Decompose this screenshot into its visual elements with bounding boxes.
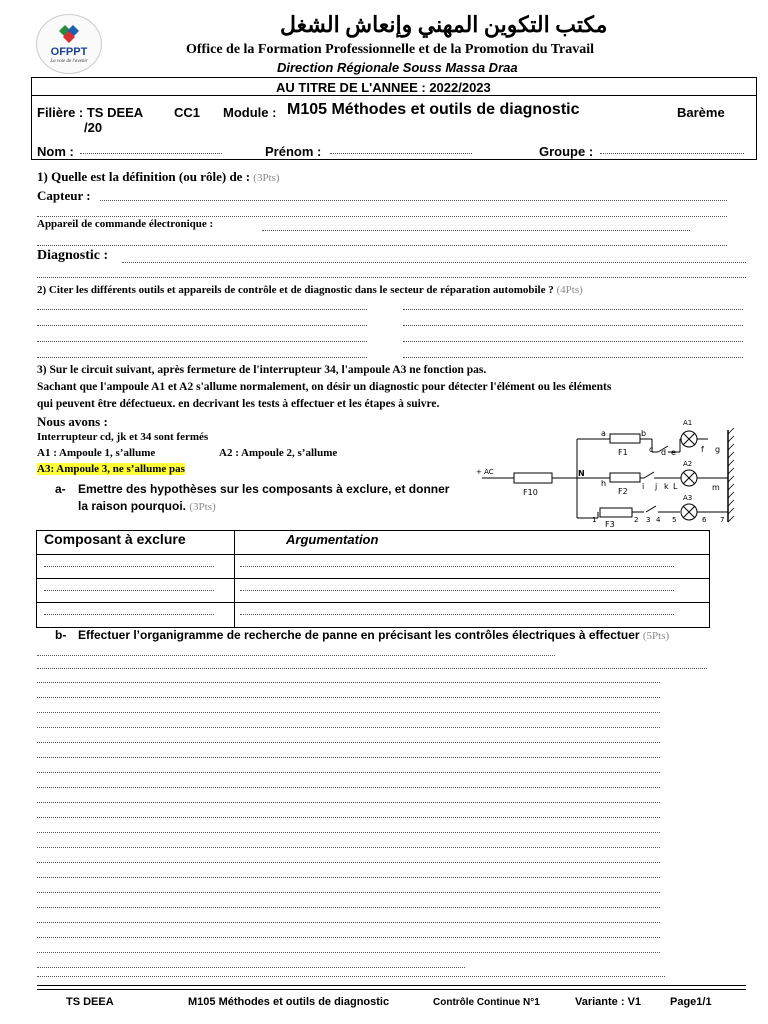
q3a-text-2 xyxy=(78,499,216,513)
a2-status: A2 : Ampoule 2, s’allume xyxy=(219,447,338,459)
answer-line[interactable] xyxy=(37,967,465,968)
footer-variante: Variante : V1 xyxy=(575,996,642,1008)
table-header-argumentation: Argumentation xyxy=(286,532,379,547)
logo-subtext: La voie de l'avenir xyxy=(50,59,88,64)
label-j: j xyxy=(655,482,658,491)
label-l: L xyxy=(673,482,678,491)
table-row-divider-2 xyxy=(36,578,709,579)
q2-line-left-2[interactable] xyxy=(37,325,367,326)
q1-points: (3Pts) xyxy=(253,172,280,184)
q3-line-3: qui peuvent être défectueux. en decrivant les tests à effectuer et les étapes à suivre. xyxy=(37,398,440,410)
diagnostic-field[interactable] xyxy=(122,262,746,263)
footer-page: Page1/1 xyxy=(670,996,712,1008)
table-row[interactable] xyxy=(240,566,674,567)
fuse-f3 xyxy=(600,508,632,517)
info-box-divider xyxy=(31,95,756,96)
footer-module: M105 Méthodes et outils de diagnostic xyxy=(188,996,390,1008)
a3-label: A3 xyxy=(683,494,693,502)
node-n-label: N xyxy=(578,469,585,478)
answer-line[interactable] xyxy=(37,727,660,728)
answer-line[interactable] xyxy=(37,877,660,878)
q3a-points: (3Pts) xyxy=(189,501,216,513)
table-row[interactable] xyxy=(240,590,674,591)
capteur-field-2[interactable] xyxy=(37,216,727,217)
q2-line-left-1[interactable] xyxy=(37,309,367,310)
answer-line[interactable] xyxy=(37,682,660,683)
module-label: Module : xyxy=(223,105,277,120)
diagnostic-field-2[interactable] xyxy=(37,277,746,278)
label-k: k xyxy=(664,482,669,491)
answer-line[interactable] xyxy=(37,862,660,863)
label-f: f xyxy=(701,445,704,454)
interrupteurs-text: Interrupteur cd, jk et 34 sont fermés xyxy=(37,431,209,443)
q2-line-left-4[interactable] xyxy=(37,357,367,358)
q1-title xyxy=(37,169,280,185)
answer-line[interactable] xyxy=(37,922,660,923)
cc-label: CC1 xyxy=(174,105,201,120)
answer-line[interactable] xyxy=(37,847,660,848)
label-2: 2 xyxy=(634,516,639,524)
answer-line[interactable] xyxy=(37,892,660,893)
answer-line[interactable] xyxy=(37,655,555,656)
table-row[interactable] xyxy=(44,614,214,615)
answer-line[interactable] xyxy=(37,742,660,743)
appareil-label: Appareil de commande électronique : xyxy=(37,218,214,230)
table-row[interactable] xyxy=(44,566,214,567)
q3b-points: (5Pts) xyxy=(642,630,670,642)
bareme-label: Barème xyxy=(677,105,725,120)
groupe-field[interactable] xyxy=(600,153,744,154)
answer-line[interactable] xyxy=(37,952,660,953)
label-b: b xyxy=(641,429,647,438)
q2-title xyxy=(37,284,583,296)
ofppt-logo xyxy=(36,14,102,74)
appareil-field[interactable] xyxy=(262,230,690,231)
label-3: 3 xyxy=(646,516,651,524)
logo-text: OFPPT xyxy=(50,46,88,58)
answer-line[interactable] xyxy=(37,976,665,977)
ac-label: + AC xyxy=(476,468,494,476)
q3a-label: a- xyxy=(55,482,66,496)
appareil-field-2[interactable] xyxy=(37,245,727,246)
q3b-text xyxy=(78,628,669,642)
fuse-f1 xyxy=(610,434,640,443)
label-g: g xyxy=(715,445,721,454)
answer-line[interactable] xyxy=(37,937,660,938)
direction-title: Direction Régionale Souss Massa Draa xyxy=(277,60,518,75)
answer-line[interactable] xyxy=(37,712,660,713)
label-c: c xyxy=(649,445,654,454)
label-a: a xyxy=(601,429,606,438)
f2-label: F2 xyxy=(618,487,628,496)
footer-controle: Contrôle Continue N°1 xyxy=(433,997,540,1008)
arabic-title: مكتب التكوين المهني وإنعاش الشغل xyxy=(280,12,608,37)
q2-line-right-3[interactable] xyxy=(403,341,743,342)
label-7: 7 xyxy=(720,516,725,524)
answer-line[interactable] xyxy=(37,757,660,758)
q3a-text-1: Emettre des hypothèses sur les composants à exclure, et donner xyxy=(78,482,450,496)
label-h: h xyxy=(601,479,607,488)
answer-line[interactable] xyxy=(37,907,660,908)
f10-label: F10 xyxy=(523,488,538,497)
a1-status: A1 : Ampoule 1, s’allume xyxy=(37,447,156,459)
q2-line-right-1[interactable] xyxy=(403,309,743,310)
nous-avons: Nous avons : xyxy=(37,414,108,429)
f1-label: F1 xyxy=(618,448,628,457)
q3b-label: b- xyxy=(55,628,67,642)
table-row-divider-1 xyxy=(36,554,709,555)
logo-emblem-icon xyxy=(37,19,101,49)
label-6: 6 xyxy=(702,516,707,524)
q2-title-text: 2) Citer les différents outils et appareils de contrôle et de diagnostic dans le secteur de réparation automobile ? xyxy=(37,284,554,296)
groupe-label: Groupe : xyxy=(539,144,594,159)
filiere-label: Filière : TS DEEA xyxy=(37,105,144,120)
q2-points: (4Pts) xyxy=(556,284,583,296)
diagnostic-label: Diagnostic : xyxy=(37,248,109,263)
label-4: 4 xyxy=(656,516,661,524)
ground-hatch xyxy=(728,428,734,522)
q2-line-left-3[interactable] xyxy=(37,341,367,342)
bareme-value: /20 xyxy=(84,120,103,135)
answer-line[interactable] xyxy=(37,668,707,669)
prenom-field[interactable] xyxy=(330,153,472,154)
footer-separator xyxy=(37,985,746,990)
answer-line[interactable] xyxy=(37,772,660,773)
fuse-f10 xyxy=(514,473,552,483)
footer-filiere: TS DEEA xyxy=(66,996,114,1008)
a1-label: A1 xyxy=(683,419,693,427)
capteur-field[interactable] xyxy=(100,200,727,201)
q3b-text-body: Effectuer l’organigramme de recherche de panne en précisant les contrôles électriques à effectuer xyxy=(78,628,640,642)
nom-label: Nom : xyxy=(37,144,74,159)
capteur-label: Capteur : xyxy=(37,188,91,203)
circuit-diagram xyxy=(474,416,744,528)
label-d: d xyxy=(661,448,667,457)
q1-title-text: 1) Quelle est la définition (ou rôle) de : xyxy=(37,169,251,184)
prenom-label: Prénom : xyxy=(265,144,322,159)
q2-line-right-4[interactable] xyxy=(403,357,743,358)
q2-line-right-2[interactable] xyxy=(403,325,743,326)
label-e: e xyxy=(671,448,676,457)
table-row-divider-3 xyxy=(36,602,709,603)
table-header-composant: Composant à exclure xyxy=(44,531,186,547)
nom-field[interactable] xyxy=(80,153,222,154)
answer-line[interactable] xyxy=(37,817,660,818)
q3-line-1: 3) Sur le circuit suivant, après fermeture de l'interrupteur 34, l'ampoule A3 ne fonction pas. xyxy=(37,364,487,376)
office-title: Office de la Formation Professionnelle et de la Promotion du Travail xyxy=(186,42,595,57)
label-m: m xyxy=(712,483,720,492)
answer-line[interactable] xyxy=(37,697,660,698)
academic-year: AU TITRE DE L'ANNEE : 2022/2023 xyxy=(276,80,491,95)
table-row[interactable] xyxy=(44,590,214,591)
answer-line[interactable] xyxy=(37,832,660,833)
q3-line-2: Sachant que l'ampoule A1 et A2 s'allume normalement, on désir un diagnostic pour détecter l'élément ou les éléments xyxy=(37,381,612,393)
label-1: 1 xyxy=(592,516,597,524)
label-i: i xyxy=(642,482,645,491)
module-name: M105 Méthodes et outils de diagnostic xyxy=(287,101,580,118)
fuse-f2 xyxy=(610,473,640,482)
answer-line[interactable] xyxy=(37,787,660,788)
answer-line[interactable] xyxy=(37,802,660,803)
a3-status: A3: Ampoule 3, ne s’allume pas xyxy=(37,463,185,475)
a2-label: A2 xyxy=(683,460,693,468)
f3-label: F3 xyxy=(605,520,615,528)
q3a-text-2-body: la raison pourquoi. xyxy=(78,499,187,513)
label-5: 5 xyxy=(672,516,677,524)
table-row[interactable] xyxy=(240,614,674,615)
